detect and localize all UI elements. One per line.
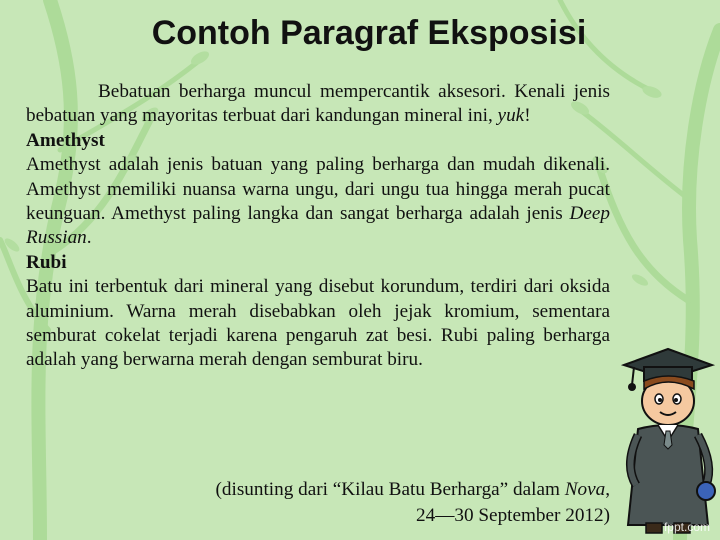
citation-line-2: 24—30 September 2012) [416,505,610,526]
section-text-rubi: Batu ini terbentuk dari mineral yang disebut korundum, terdiri dari oksida aluminium. Warna merah disebabkan oleh jejak kromium, sementara semburat cokelat terjadi karena pengaruh zat besi. Rubi paling berharga adalah yang berwarna merah dengan semburat biru. [26,276,610,371]
intro-text: Bebatuan berharga muncul mempercantik aksesori. Kenali jenis bebatuan yang mayoritas terbuat dari kandungan mineral ini, [26,81,610,127]
page-title: Contoh Paragraf Eksposisi [151,14,587,52]
section-text-amethyst [26,153,610,251]
intro-emphasis: yuk [497,105,525,127]
citation-comma: , [605,479,610,500]
citation-prefix: (disunting dari “Kilau Batu Berharga” dalam [215,479,565,500]
amethyst-text: Amethyst adalah jenis batuan yang paling berharga dan mudah dikenali. Amethyst memiliki nuansa warna ungu, dari ungu tua hingga merah pucat keunguan. Amethyst paling langka dan sangat berharga adalah jenis [26,154,610,225]
watermark: fppt.com [663,520,710,534]
amethyst-emphasis: Deep Russian [26,203,610,249]
citation-line-1 [140,477,610,503]
graduate-teacher-illustration [610,345,720,540]
intro-paragraph [26,80,610,129]
intro-end: ! [524,105,531,127]
amethyst-end: . [86,227,92,249]
section-heading-amethyst: Amethyst [26,129,105,151]
paragraph-body [26,80,610,373]
section-heading-rubi: Rubi [26,251,67,273]
citation [140,477,610,529]
citation-source: Nova [564,479,606,500]
